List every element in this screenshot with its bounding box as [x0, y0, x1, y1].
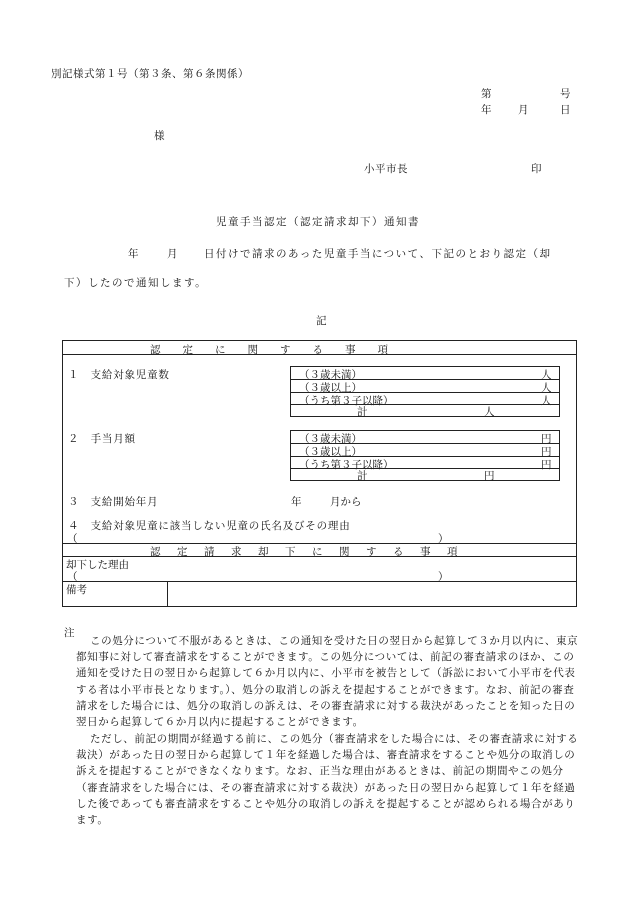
children-row-label: （３歳以上）: [299, 382, 362, 394]
children-total-unit: 人: [484, 406, 495, 418]
intro-year: 年: [128, 248, 139, 260]
intro-month: 月: [167, 248, 178, 260]
children-total-label: 計: [357, 406, 368, 418]
paren-open: （: [67, 533, 78, 545]
ki-marker: 記: [316, 315, 327, 327]
amount-total-unit: 円: [484, 470, 495, 482]
paren-close: ）: [438, 533, 449, 545]
children-row-unit: 人: [541, 395, 552, 407]
item3-label: ３ 支給開始年月: [68, 496, 159, 508]
children-row-label: （うち第３子以降）: [299, 395, 394, 407]
children-row-unit: 人: [541, 382, 552, 394]
amount-row-unit: 円: [541, 433, 552, 445]
issuer-name: 小平市長: [364, 163, 408, 175]
item4-label: ４ 支給対象児童に該当しない児童の氏名及びその理由: [68, 520, 351, 532]
date-year: 年: [481, 104, 492, 116]
amount-row-label: （３歳未満）: [299, 433, 362, 445]
notes-paragraph-1: この処分について不服があるときは、この通知を受けた日の翌日から起算して３か月以内に、東京都知事に対して審査請求をすることができます。この処分については、前記の審査請求のほか、この通知を受けた日の翌日から起算して６か月以内に、小平市を被告として（訴訟において小平市を代表する者は小平市長となります。）、処分の取消しの訴えを提起することができます。なお、前記の審査請求をした場合には、処分の取消しの訴えは、その審査請求に対する裁決があったことを知った日の翌日から起算して６か月以内に提起することができます。: [76, 635, 579, 729]
date-day: 日: [560, 104, 571, 116]
notes-heading: 注: [64, 627, 75, 639]
document-title: 児童手当認定（認定請求却下）通知書: [216, 216, 420, 228]
seal-mark: 印: [531, 163, 542, 175]
paren-open: （: [67, 571, 78, 583]
children-row-unit: 人: [541, 369, 552, 381]
divider: [291, 468, 559, 469]
intro-line2: 下）したので通知します。: [64, 277, 208, 289]
divider: [62, 556, 577, 557]
remarks-label: 備考: [66, 584, 87, 596]
date-month: 月: [518, 104, 529, 116]
intro-line1: 日付けで請求のあった児童手当について、下記のとおり認定（却: [204, 248, 552, 260]
divider: [291, 404, 559, 405]
item3-month-from: 月から: [330, 496, 362, 508]
item3-year: 年: [291, 496, 302, 508]
divider: [62, 354, 577, 355]
amount-total-label: 計: [357, 470, 368, 482]
section2-header-text: 認定請求却下に関する事項: [150, 546, 474, 558]
amount-row-unit: 円: [541, 459, 552, 471]
form-reference: 別記様式第１号（第３条、第６条関係）: [51, 68, 249, 80]
section1-header-text: 認定に関する事項: [150, 344, 410, 356]
item2-label: ２ 手当月額: [68, 433, 136, 445]
divider: [62, 581, 577, 582]
divider: [167, 581, 168, 606]
amount-row-label: （うち第３子以降）: [299, 459, 394, 471]
number-dai: 第: [481, 88, 492, 100]
addressee-sama: 様: [154, 130, 165, 142]
number-go: 号: [560, 88, 571, 100]
item1-label: １ 支給対象児童数: [68, 369, 170, 381]
children-row-label: （３歳未満）: [299, 369, 362, 381]
paren-close: ）: [438, 571, 449, 583]
amount-row-label: （３歳以上）: [299, 446, 362, 458]
amount-row-unit: 円: [541, 446, 552, 458]
reject-reason-label: 却下した理由: [66, 559, 129, 571]
notes-paragraph-2: ただし、前記の期間が経過する前に、この処分（審査請求をした場合には、その審査請求に対する裁決）があった日の翌日から起算して１年を経過した場合は、審査請求をすることや処分の取消しの訴えを提起することができなくなります。なお、正当な理由があるときは、前記の期間やこの処分（審査請求をした場合には、その審査請求に対する裁決）があった日の翌日から起算して１年を経過した後であっても審査請求をすることや処分の取消しの訴えを提起することが認められる場合があります。: [76, 733, 579, 827]
